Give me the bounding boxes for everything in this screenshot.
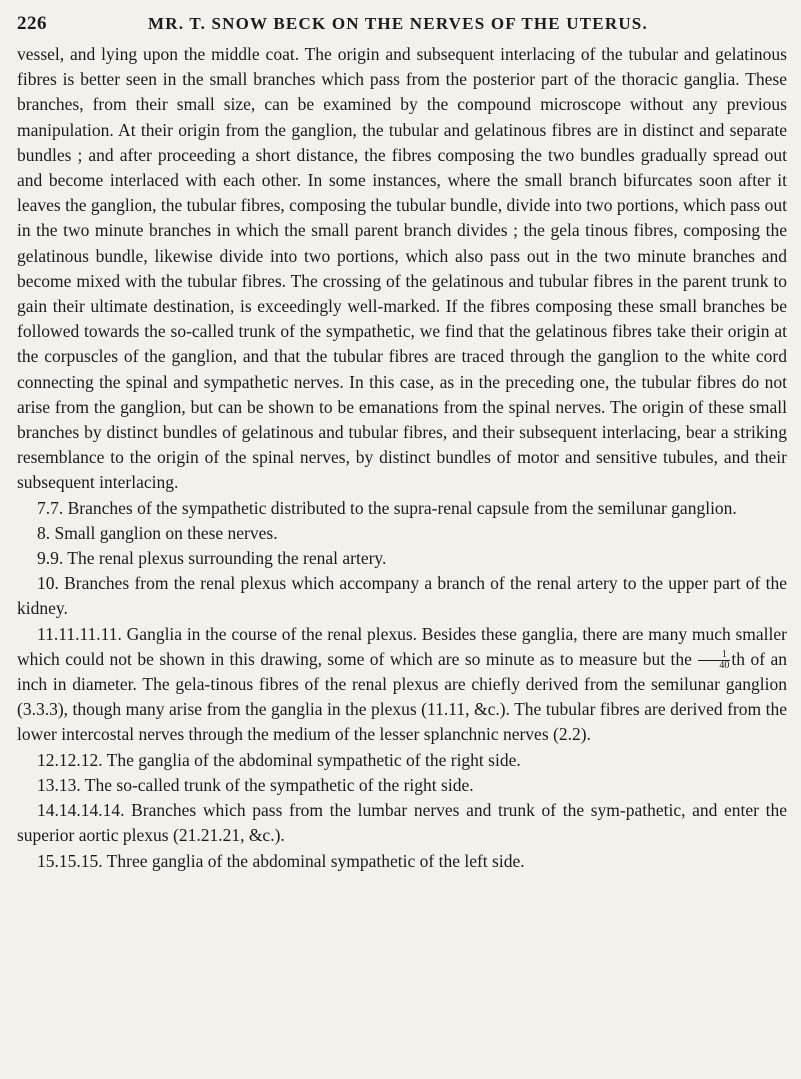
figure-key-item-8: 8. Small ganglion on these nerves. xyxy=(37,522,278,543)
body-text xyxy=(17,42,787,874)
figure-key-item-12: 12.12.12. The ganglia of the abdominal sympathetic of the right side. xyxy=(37,749,521,770)
figure-key-item-14: 14.14.14.14. Branches which pass from the lumbar nerves and trunk of the sym-pathetic, and enter the superior aortic plexus (21.21.21, &c.). xyxy=(17,800,787,846)
figure-key-item-7: 7.7. Branches of the sympathetic distributed to the supra-renal capsule from the semilunar ganglion. xyxy=(37,497,737,518)
figure-key-item-9: 9.9. The renal plexus surrounding the renal artery. xyxy=(37,548,387,569)
paragraph-continuation: vessel, and lying upon the middle coat. The origin and subsequent interlacing of the tubular and gelatinous fibres is better seen in the small branches which pass from the posterior part of the thoracic ganglia. These branches, from their small size, can be examined by the compound microscope without any previous manipulation. At their origin from the ganglion, the tubular and gelatinous fibres are in distinct and separate bundles ; and after proceeding a short distance, the fibres composing the two bundles gradually spread out and become interlaced with each other. In some instances, where the small branch bifurcates soon after it leaves the ganglion, the tubular fibres, composing the tubular bundle, divide into two portions, which pass out in the two minute branches in which the small parent branch divides ; the gela tinous fibres, composing the gelatinous bundle, likewise divide into two portions, which also pass out in the two minute branches and become mixed with the tubular fibres. The crossing of the gelatinous and tubular fibres in the parent trunk to gain their ultimate destination, is exceedingly well-marked. If the fibres composing these small branches be followed towards the so-called trunk of the sympathetic, we find that the gelatinous fibres take their origin at the corpuscles of the ganglion, and that the tubular fibres are traced through the ganglion to the white cord connecting the spinal and sympathetic nerves. In this case, as in the preceding one, the tubular fibres do not arise from the ganglion, but can be shown to be emanations from the spinal nerves. The origin of these small branches by distinct bundles of gelatinous and tubular fibres, and their subsequent interlacing, bear a striking resemblance to the origin of the spinal nerves, by distinct bundles of motor and sensitive tubules, and their subsequent interlacing. xyxy=(17,44,787,493)
page-number: 226 xyxy=(17,13,47,34)
running-title: MR. T. SNOW BECK ON THE NERVES OF THE UTERUS. xyxy=(148,14,648,33)
figure-key-item-11 xyxy=(17,622,787,748)
figure-key-item-13: 13.13. The so-called trunk of the sympathetic of the right side. xyxy=(37,774,474,795)
item-11-text-end: th of an inch in diameter. The gela-tinous fibres of the renal plexus are chiefly derived from the semilunar ganglion (3.3.3), though many arise from the ganglia in the plexus (11.11, &c.). The tubular fibres are derived from the lower intercostal nerves through the medium of the lesser splanchnic nerves (2.2). xyxy=(17,648,787,745)
item-11-text-start: 11.11.11.11. Ganglia in the course of the renal plexus. Besides these ganglia, there are many much smaller which could not be shown in this drawing, some of which are so minute as to measure but the xyxy=(17,623,787,669)
fraction-denominator: 40 xyxy=(719,660,730,672)
running-head xyxy=(0,7,801,37)
figure-key-item-15: 15.15.15. Three ganglia of the abdominal sympathetic of the left side. xyxy=(37,850,525,871)
fraction-numerator: 1 xyxy=(698,650,730,661)
figure-key-item-10: 10. Branches from the renal plexus which accompany a branch of the renal artery to the upper part of the kidney. xyxy=(17,573,787,619)
fraction-one-fortieth xyxy=(698,650,730,671)
